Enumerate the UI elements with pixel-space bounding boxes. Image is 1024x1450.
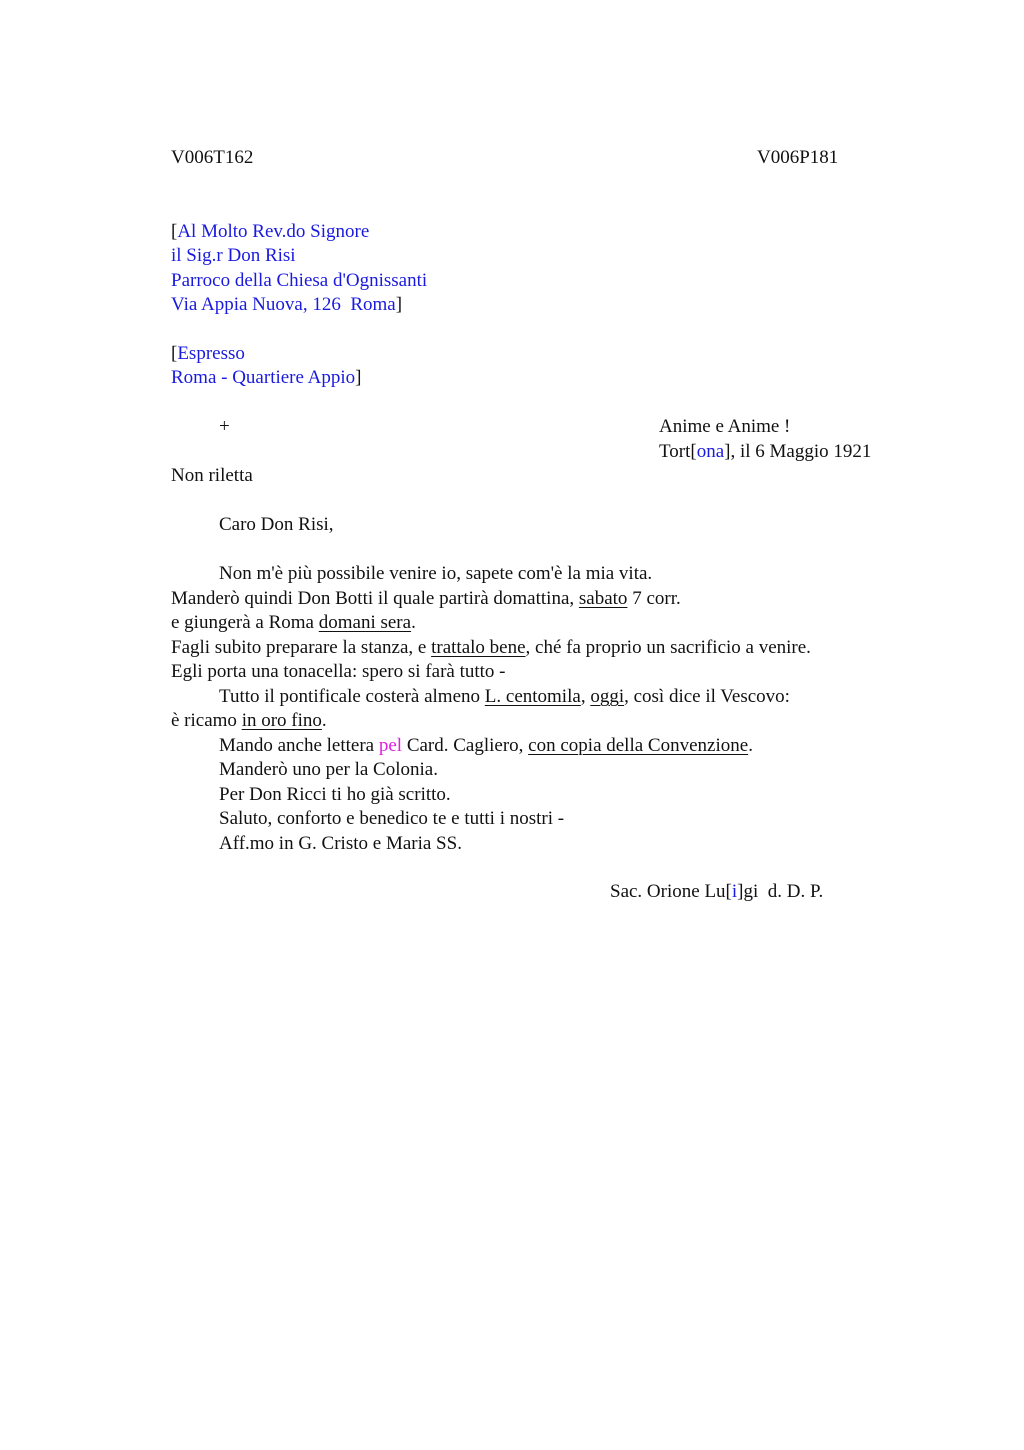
body-text: , — [580, 686, 591, 707]
underlined-text: domani sera — [318, 612, 412, 633]
signature-text: ]gi d. D. P. — [737, 881, 824, 902]
body-line — [219, 758, 438, 782]
document-code-right: V006P181 — [757, 147, 839, 168]
body-text: , ché fa proprio un sacrificio a venire. — [525, 637, 811, 658]
body-text: Egli porta una tonacella: spero si farà tutto - — [171, 661, 506, 682]
body-text: Card. Cagliero, — [402, 735, 529, 756]
delivery-text: Roma - Quartiere Appio — [171, 367, 356, 388]
editorial-insertion: ona — [696, 441, 725, 462]
address-text: il Sig.r Don Risi — [171, 245, 296, 266]
body-text: è ricamo — [171, 710, 242, 731]
body-text: Saluto, conforto e benedico te e tutti i nostri - — [219, 808, 565, 829]
underlined-text: sabato — [578, 588, 628, 609]
cross-symbol: + — [219, 416, 230, 437]
underlined-text: oggi — [590, 686, 625, 707]
body-line — [171, 636, 811, 660]
body-text: Manderò uno per la Colonia. — [219, 759, 438, 780]
address-text: Al Molto Rev.do Signore — [177, 221, 370, 242]
body-line — [219, 562, 652, 586]
place-date — [659, 440, 871, 464]
bracket-open: [ — [171, 221, 178, 242]
body-line — [219, 734, 753, 758]
place-text: Tort[ — [659, 441, 697, 462]
body-text: Fagli subito preparare la stanza, e — [171, 637, 432, 658]
address-line — [171, 220, 369, 244]
body-line — [219, 685, 790, 709]
salutation: Caro Don Risi, — [219, 514, 334, 535]
underlined-text: L. centomila — [484, 686, 581, 707]
date-text: ], il 6 Maggio 1921 — [724, 441, 872, 462]
body-text: Non m'è più possibile venire io, sapete com'è la mia vita. — [219, 563, 653, 584]
address-line — [171, 293, 402, 317]
body-line — [219, 832, 462, 856]
delivery-line — [171, 366, 361, 390]
body-text: Per Don Ricci ti ho già scritto. — [219, 784, 451, 805]
underlined-text: con copia della Convenzione — [528, 735, 749, 756]
body-text: Tutto il pontificale costerà almeno — [219, 686, 485, 707]
underlined-text: trattalo bene — [431, 637, 526, 658]
address-text: Parroco della Chiesa d'Ognissanti — [171, 270, 428, 291]
motto: Anime e Anime ! — [659, 416, 791, 437]
editorial-insertion: i — [731, 881, 738, 902]
body-text: . — [748, 735, 753, 756]
body-line — [219, 807, 564, 831]
body-line — [219, 783, 451, 807]
bracket-open: [ — [171, 343, 178, 364]
document-code-left: V006T162 — [171, 147, 254, 168]
underlined-text: in oro fino — [241, 710, 322, 731]
bracket-close: ] — [355, 367, 362, 388]
signature — [610, 880, 823, 904]
body-text: 7 corr. — [627, 588, 681, 609]
body-text: e giungerà a Roma — [171, 612, 319, 633]
signature-text: Sac. Orione Lu[ — [610, 881, 732, 902]
body-line — [171, 660, 506, 684]
body-line — [171, 709, 327, 733]
address-text: Via Appia Nuova, 126 Roma — [171, 294, 396, 315]
body-text: Mando anche lettera — [219, 735, 379, 756]
body-text: . — [411, 612, 416, 633]
body-line — [171, 587, 681, 611]
body-text: Manderò quindi Don Botti il quale partirà domattina, — [171, 588, 579, 609]
bracket-close: ] — [395, 294, 403, 315]
editorial-correction: pel — [378, 735, 403, 756]
body-text: . — [321, 710, 327, 731]
body-line — [171, 611, 416, 635]
delivery-text: Espresso — [177, 343, 245, 364]
address-line — [171, 244, 296, 268]
body-text: , così dice il Vescovo: — [624, 686, 790, 707]
address-line — [171, 269, 427, 293]
note-unrevised: Non riletta — [171, 465, 253, 486]
delivery-line — [171, 342, 245, 366]
body-text: Aff.mo in G. Cristo e Maria SS. — [219, 833, 462, 854]
